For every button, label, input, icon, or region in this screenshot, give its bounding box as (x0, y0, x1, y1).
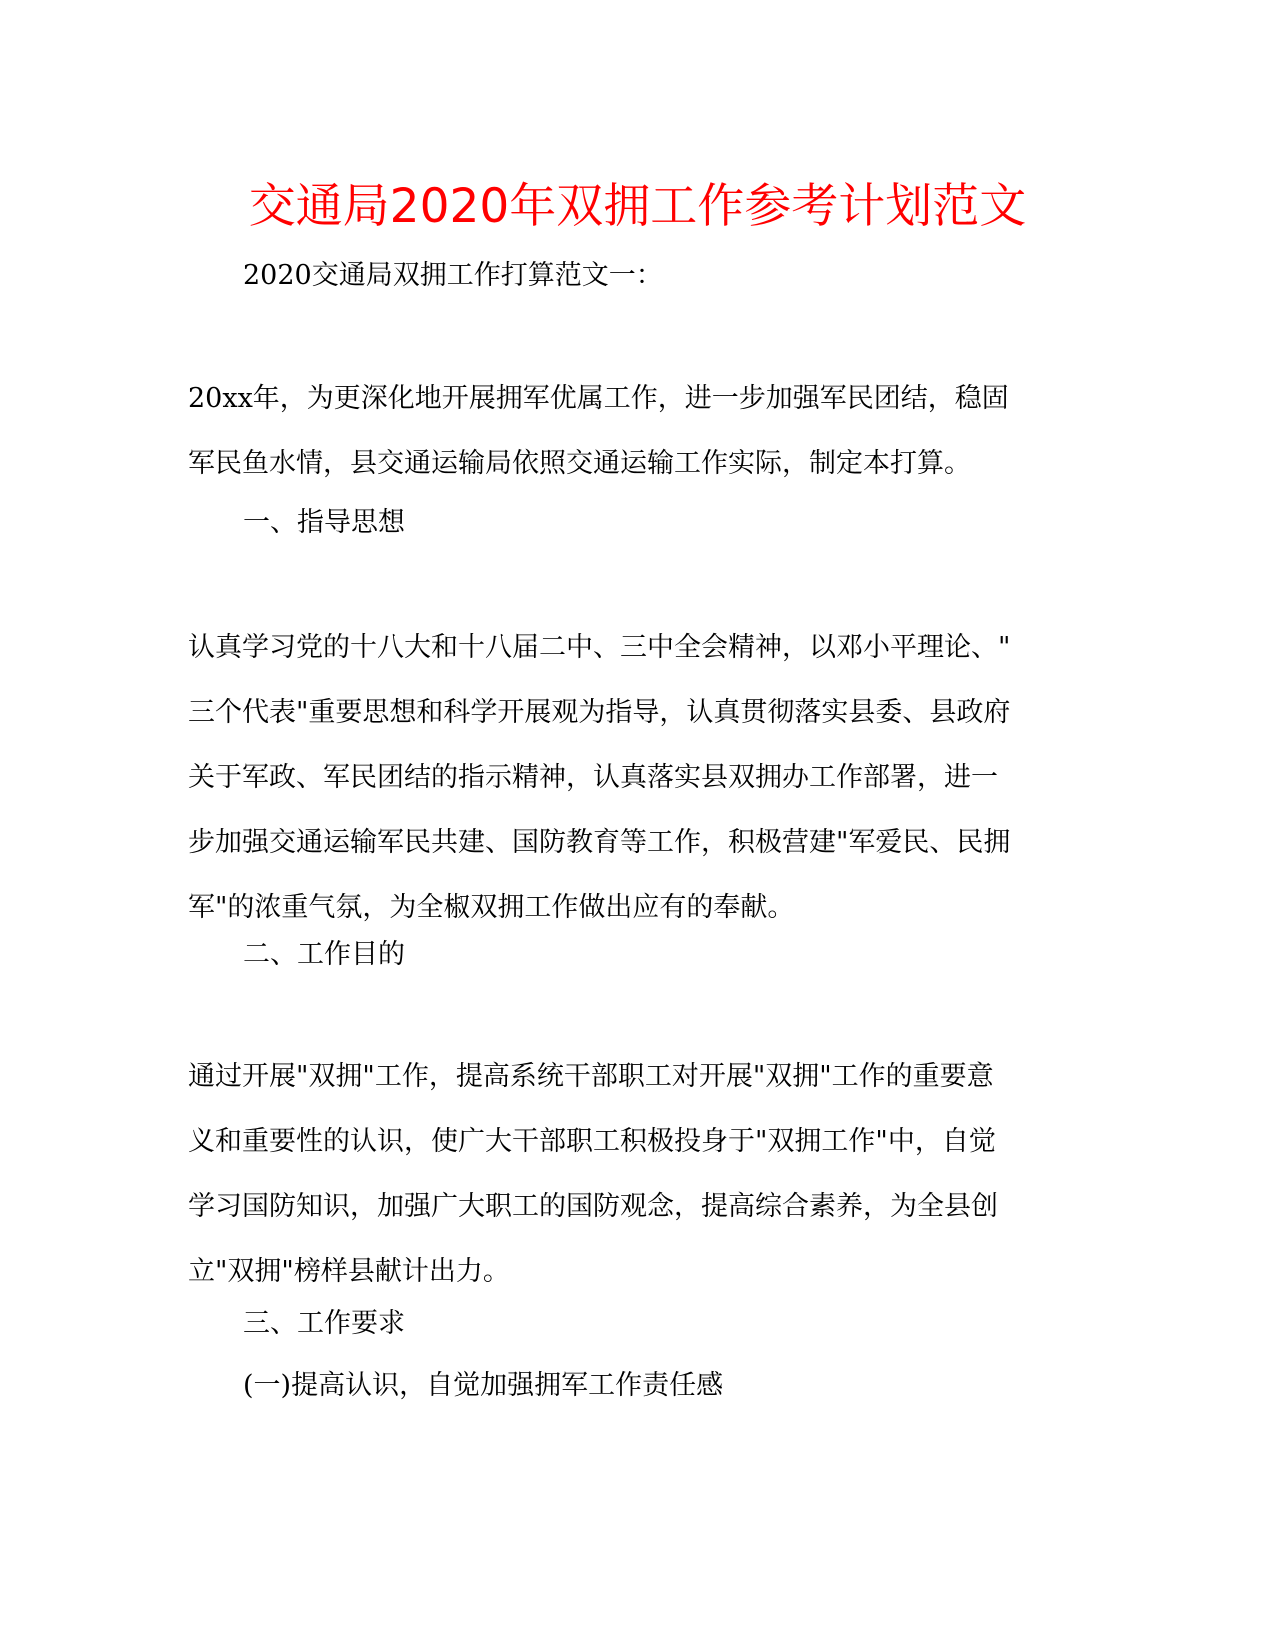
document-title: 交通局2020年双拥工作参考计划范文 (248, 179, 1027, 234)
subsection-heading-raise-awareness: (一)提高认识，自觉加强拥军工作责任感 (243, 1370, 724, 1401)
paragraph-line: 立"双拥"榜样县献计出力。 (188, 1256, 510, 1287)
paragraph-line: 步加强交通运输军民共建、国防教育等工作，积极营建"军爱民、民拥 (188, 827, 1011, 858)
paragraph-line: 军"的浓重气氛，为全椒双拥工作做出应有的奉献。 (188, 892, 795, 923)
paragraph-line: 认真学习党的十八大和十八届二中、三中全会精神，以邓小平理论、" (188, 632, 1011, 663)
paragraph-line: 20xx年，为更深化地开展拥军优属工作，进一步加强军民团结，稳固 (188, 383, 1009, 414)
section-heading-guiding-ideology: 一、指导思想 (243, 507, 405, 538)
paragraph-line: 学习国防知识，加强广大职工的国防观念，提高综合素养，为全县创 (188, 1191, 998, 1222)
work-goals-paragraph (188, 1044, 1088, 1304)
paragraph-line: 通过开展"双拥"工作，提高系统干部职工对开展"双拥"工作的重要意 (188, 1061, 994, 1092)
guiding-ideology-paragraph (188, 615, 1088, 940)
paragraph-line: 义和重要性的认识，使广大干部职工积极投身于"双拥工作"中，自觉 (188, 1126, 996, 1157)
document-subtitle: 2020交通局双拥工作打算范文一： (243, 260, 663, 291)
paragraph-line: 军民鱼水情，县交通运输局依照交通运输工作实际，制定本打算。 (188, 448, 971, 479)
section-heading-work-requirements: 三、工作要求 (243, 1308, 405, 1339)
paragraph-line: 关于军政、军民团结的指示精神，认真落实县双拥办工作部署，进一 (188, 762, 998, 793)
section-heading-work-goals: 二、工作目的 (243, 939, 405, 970)
intro-paragraph (188, 366, 1088, 496)
paragraph-line: 三个代表"重要思想和科学开展观为指导，认真贯彻落实县委、县政府 (188, 697, 1011, 728)
